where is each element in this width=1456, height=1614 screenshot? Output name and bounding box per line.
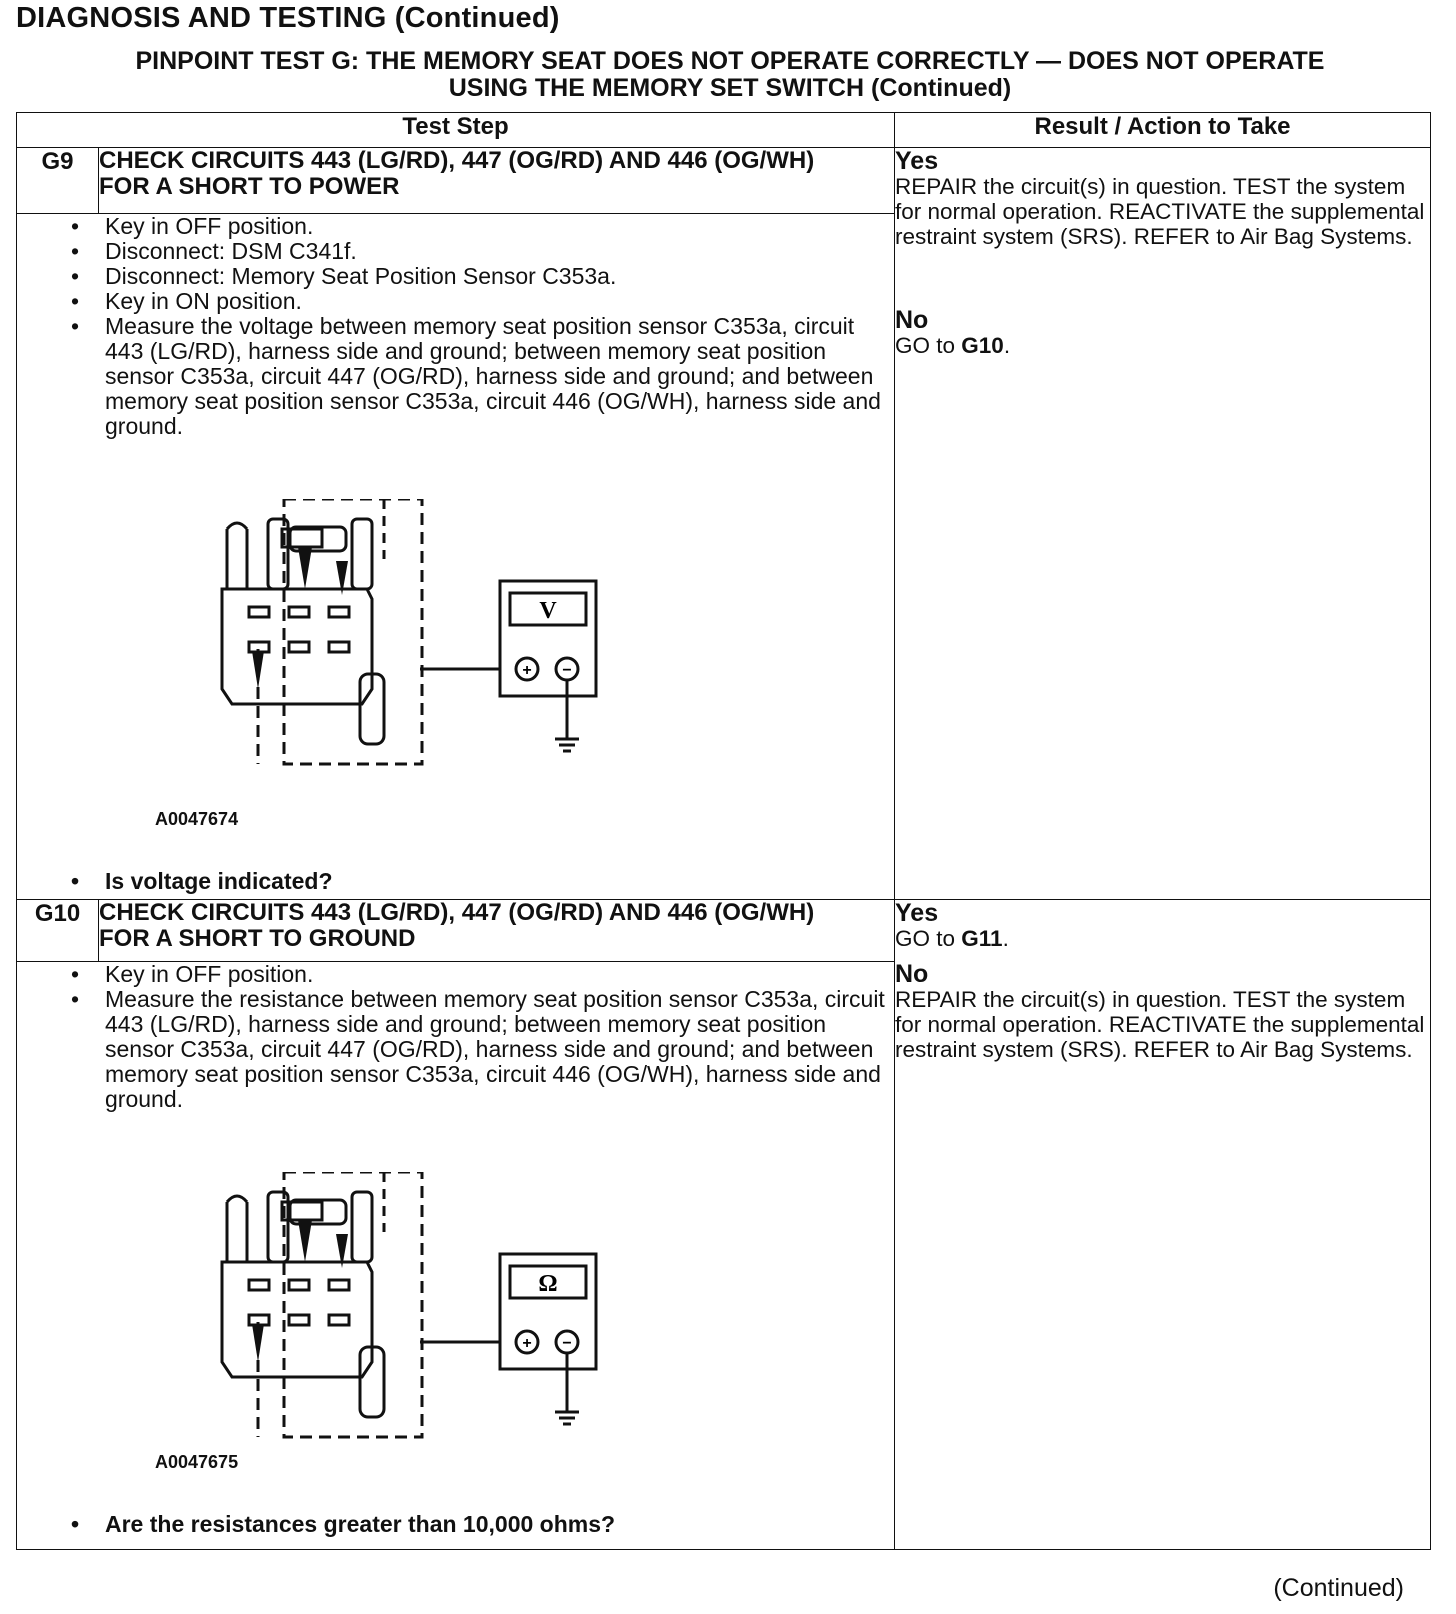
step-result bbox=[895, 148, 1431, 900]
step-title-line1: CHECK CIRCUITS 443 (LG/RD), 447 (OG/RD) AND 446 (OG/WH) bbox=[99, 899, 815, 926]
figure-id: A0047674 bbox=[155, 809, 239, 829]
terminal bbox=[249, 1280, 269, 1290]
connector-side-tab bbox=[227, 523, 247, 589]
meter-symbol: Ω bbox=[538, 1271, 558, 1297]
goto-step-link: G10 bbox=[961, 333, 1004, 358]
no-action-prefix: GO to bbox=[895, 333, 962, 358]
meter-symbol: V bbox=[539, 598, 557, 624]
connector-diagram bbox=[172, 1172, 692, 1472]
continued-label: (Continued) bbox=[1273, 1574, 1404, 1602]
step-instructions bbox=[17, 214, 894, 439]
meter-minus-sign: − bbox=[562, 1335, 572, 1352]
section-title: DIAGNOSIS AND TESTING (Continued) bbox=[16, 2, 560, 34]
meter-plus-sign: + bbox=[522, 1335, 532, 1352]
no-label: No bbox=[895, 306, 929, 334]
step-title-line2: FOR A SHORT TO GROUND bbox=[99, 925, 416, 952]
no-label: No bbox=[895, 960, 929, 988]
terminal bbox=[289, 607, 309, 617]
test-title-line1: PINPOINT TEST G: THE MEMORY SEAT DOES NOT OPERATE CORRECTLY — DOES NOT OPERATE bbox=[135, 47, 1325, 75]
meter-minus-sign: − bbox=[562, 662, 572, 679]
connector-right-tab bbox=[352, 1192, 372, 1262]
probe-arrow bbox=[252, 1324, 264, 1362]
step-instructions bbox=[17, 962, 894, 1112]
probe-arrow bbox=[298, 1220, 312, 1262]
no-action bbox=[895, 333, 1430, 358]
yes-label: Yes bbox=[895, 899, 939, 927]
yes-action bbox=[895, 926, 1430, 951]
terminal bbox=[249, 607, 269, 617]
test-title-line2: USING THE MEMORY SET SWITCH (Continued) bbox=[448, 74, 1012, 102]
test-question: • Are the resistances greater than 10,000 ohms? bbox=[17, 1512, 894, 1542]
pinpoint-test-title bbox=[20, 48, 1440, 102]
test-table bbox=[16, 112, 1431, 1550]
probe-arrow bbox=[298, 547, 312, 589]
yes-label: Yes bbox=[895, 147, 939, 175]
step-title-row bbox=[17, 148, 1431, 214]
no-action-suffix: . bbox=[1003, 333, 1011, 358]
test-step-header: Test Step bbox=[17, 113, 895, 148]
terminal bbox=[289, 1280, 309, 1290]
yes-action: REPAIR the circuit(s) in question. TEST the system for normal operation. REACTIVATE the supplemental restraint system (SRS). REFER to Air Bag Systems. bbox=[895, 174, 1425, 249]
step-body bbox=[17, 962, 895, 1550]
instruction-item: • Disconnect: Memory Seat Position Sensor C353a. bbox=[105, 264, 894, 289]
voltage-test-diagram bbox=[17, 439, 894, 869]
instruction-item: • Measure the resistance between memory seat position sensor C353a, circuit 443 (LG/RD), harness side and ground; between memory seat position sensor C353a, circuit 447 (OG/RD), harness side and ground; and between memory seat position sensor C353a, circuit 446 (OG/WH), harness side and ground. bbox=[105, 987, 894, 1112]
step-body bbox=[17, 214, 895, 900]
figure-id: A0047675 bbox=[155, 1452, 239, 1472]
connector-diagram bbox=[172, 499, 692, 799]
instruction-item: • Disconnect: DSM C341f. bbox=[105, 239, 894, 264]
instruction-item: • Measure the voltage between memory seat position sensor C353a, circuit 443 (LG/RD), harness side and ground; between memory seat position sensor C353a, circuit 447 (OG/RD), harness side and ground; and between memory seat position sensor C353a, circuit 446 (OG/WH), harness side and ground. bbox=[105, 314, 894, 439]
connector-right-tab bbox=[352, 519, 372, 589]
terminal bbox=[329, 642, 349, 652]
step-title bbox=[99, 900, 895, 962]
result-header: Result / Action to Take bbox=[895, 113, 1431, 148]
probe-arrow bbox=[252, 651, 264, 689]
yes-action-suffix: . bbox=[1002, 926, 1009, 951]
terminal bbox=[289, 1315, 309, 1325]
instruction-item: • Key in OFF position. bbox=[105, 962, 894, 987]
step-title-line2: FOR A SHORT TO POWER bbox=[99, 173, 400, 200]
step-title-line1: CHECK CIRCUITS 443 (LG/RD), 447 (OG/RD) AND 446 (OG/WH) bbox=[99, 147, 815, 174]
resistance-test-diagram bbox=[17, 1112, 894, 1512]
goto-step-link: G11 bbox=[961, 926, 1003, 951]
terminal bbox=[329, 1280, 349, 1290]
terminal bbox=[329, 607, 349, 617]
table-header-row bbox=[17, 113, 1431, 148]
step-result bbox=[895, 900, 1431, 1550]
step-title bbox=[99, 148, 895, 214]
test-question: • Is voltage indicated? bbox=[17, 869, 894, 899]
step-id: G9 bbox=[17, 148, 99, 214]
yes-action-prefix: GO to bbox=[895, 926, 962, 951]
meter-plus-sign: + bbox=[522, 662, 532, 679]
step-title-row bbox=[17, 900, 1431, 962]
connector-side-tab bbox=[227, 1196, 247, 1262]
no-action: REPAIR the circuit(s) in question. TEST the system for normal operation. REACTIVATE the supplemental restraint system (SRS). REFER to Air Bag Systems. bbox=[895, 987, 1425, 1062]
terminal bbox=[289, 642, 309, 652]
terminal bbox=[329, 1315, 349, 1325]
step-id: G10 bbox=[17, 900, 99, 962]
instruction-item: • Key in OFF position. bbox=[105, 214, 894, 239]
instruction-item: • Key in ON position. bbox=[105, 289, 894, 314]
